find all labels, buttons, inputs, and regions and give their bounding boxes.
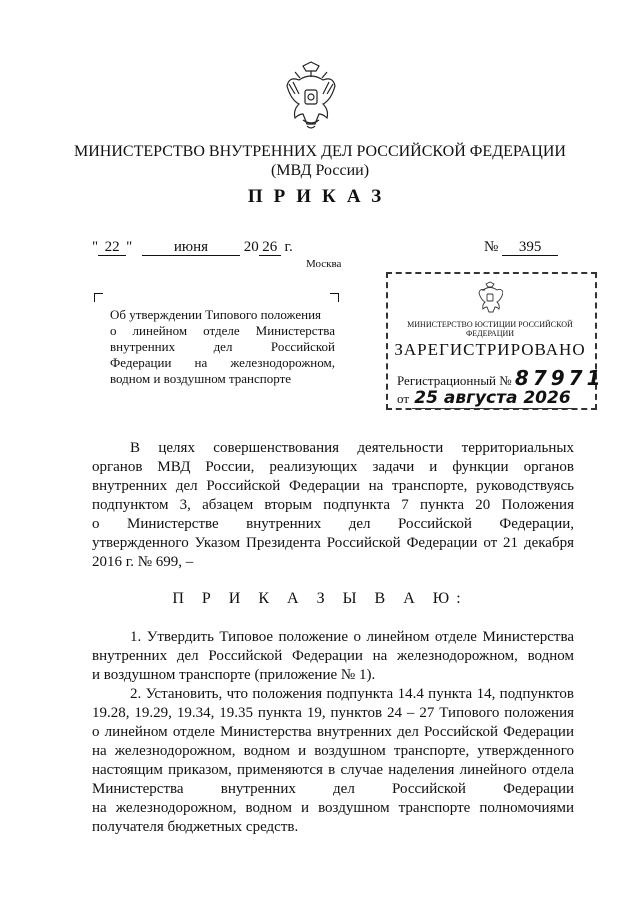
item-line: 1. Утвердить Типовое положение о линейном отделе Министерства: [130, 629, 574, 645]
date-year-suffix: 26: [259, 240, 281, 256]
ministry-short-name: (МВД России): [270, 162, 370, 179]
ministry-header: [60, 142, 580, 180]
stamp-emblem: [477, 281, 503, 317]
subject-bracket-left: [94, 293, 103, 302]
stamp-date-label: от: [397, 391, 410, 406]
item-line: получателя бюджетных средств.: [92, 819, 299, 835]
order-number-value: 395: [502, 240, 558, 256]
preamble-line: подпунктом 3, абзацем вторым подпункта 7 пункта 20 Положения: [92, 497, 574, 513]
stamp-reg-label: Регистрационный №: [397, 373, 512, 388]
order-item-1: [92, 628, 574, 685]
preamble-line: внутренних дел Российской Федерации на транспорте, руководствуясь: [92, 478, 574, 494]
item-line: о линейном отделе Министерства внутренних дел Российской Федерации: [92, 724, 574, 740]
date-quote-open: ": [92, 239, 99, 255]
order-item-2: [92, 685, 574, 837]
subject-bracket-right: [330, 293, 339, 302]
stamp-ministry-name: МИНИСТЕРСТВО ЮСТИЦИИ РОССИЙСКОЙ ФЕДЕРАЦИИ: [407, 320, 573, 338]
order-subject: [110, 307, 335, 387]
item-line: внутренних дел Российской Федерации на железнодорожном, водном: [92, 648, 574, 664]
preamble-line: утвержденного Указом Президента Российской Федерации от 21 декабря: [92, 535, 574, 551]
item-line: на железнодорожном, водном и воздушном транспорте, утвержденного: [92, 743, 574, 759]
ministry-name: МИНИСТЕРСТВО ВНУТРЕННИХ ДЕЛ РОССИЙСКОЙ ФЕДЕРАЦИИ: [74, 143, 566, 160]
stamp-registered-label: ЗАРЕГИСТРИРОВАНО: [394, 340, 586, 359]
item-line: Министерства внутренних дел Российской Федерации: [92, 781, 574, 797]
subject-line: Об утверждении Типового положения: [110, 307, 322, 322]
date-quote-close: ": [126, 239, 133, 255]
stamp-registration-date: [397, 388, 573, 408]
date-year-unit: г.: [284, 239, 293, 255]
date-month: июня: [142, 240, 240, 256]
preamble-paragraph: [92, 439, 574, 572]
order-city: Москва: [306, 258, 342, 270]
preamble-line: о Министерстве внутренних дел Российской Федерации,: [92, 516, 574, 532]
coat-of-arms-emblem: [285, 60, 337, 138]
item-line: 2. Установить, что положения подпункта 14.4 пункта 14, подпунктов: [130, 686, 574, 702]
item-line: и воздушном транспорте (приложение № 1).: [92, 667, 376, 683]
stamp-registration-number: [397, 366, 605, 390]
item-line: настоящим приказом, применяются в случае наделения линейного отдела: [92, 762, 574, 778]
orders-heading: П Р И К А З Ы В А Ю:: [172, 590, 468, 607]
preamble-line: органов МВД России, реализующих задачи и функции органов: [92, 459, 574, 475]
stamp-date-value: 25 августа 2026: [414, 388, 571, 408]
order-date: [92, 239, 293, 256]
date-year-prefix: 20: [243, 239, 259, 255]
number-sign: №: [484, 239, 499, 255]
preamble-line: 2016 г. № 699, –: [92, 554, 194, 570]
subject-line: водном и воздушном транспорте: [110, 371, 292, 386]
item-line: на железнодорожном, водном и воздушном транспорте полномочиями: [92, 800, 574, 816]
document-type-title: ПРИКАЗ: [247, 186, 393, 207]
subject-line: внутренних дел Российской: [110, 339, 335, 354]
stamp-reg-number: 87971: [514, 366, 605, 390]
subject-line: Федерации на железнодорожном,: [110, 355, 335, 370]
preamble-line: В целях совершенствования деятельности территориальных: [130, 440, 574, 456]
item-line: 19.28, 19.29, 19.34, 19.35 пункта 19, пунктов 24 – 27 Типового положения: [92, 705, 574, 721]
date-day: 22: [98, 240, 126, 256]
subject-line: о линейном отделе Министерства: [110, 323, 335, 338]
order-number: [484, 239, 558, 256]
